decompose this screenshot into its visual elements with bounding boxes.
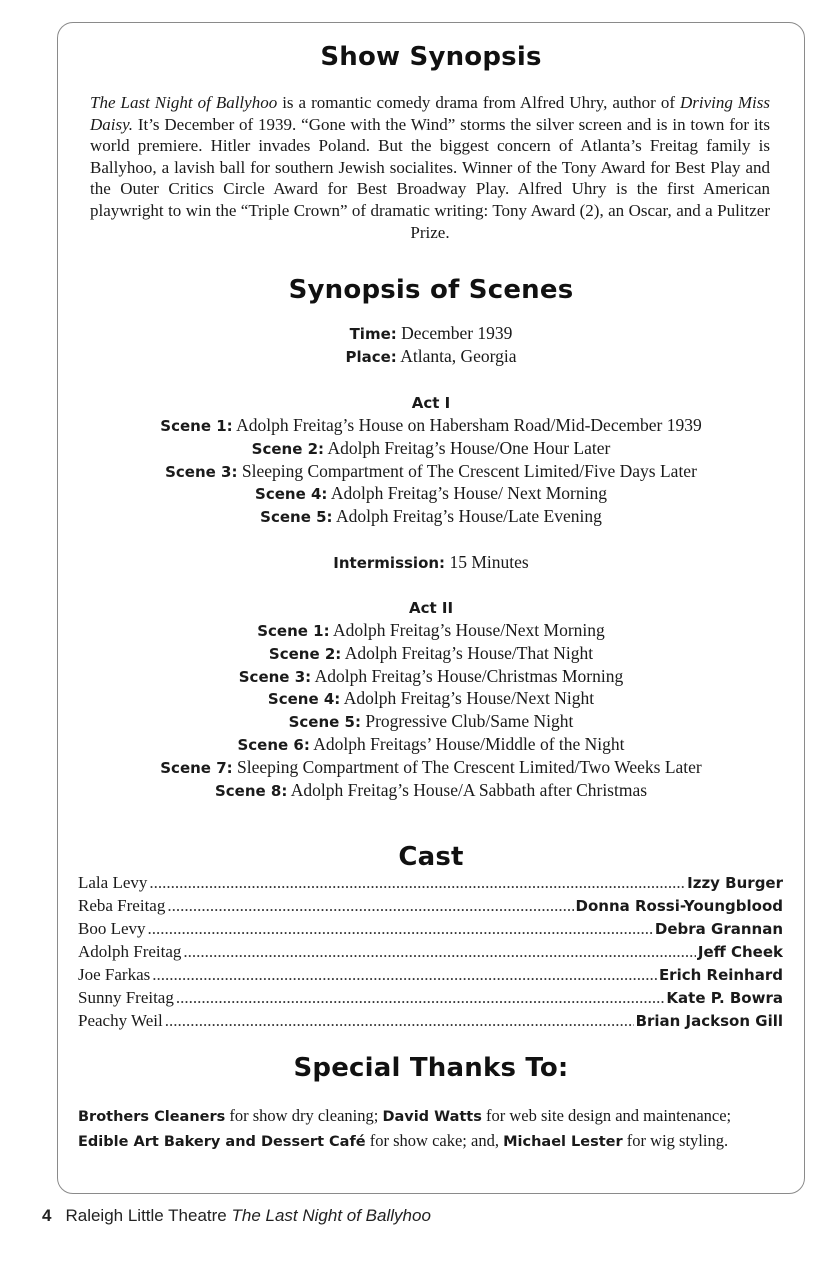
scene-line (57, 756, 805, 779)
scene-label: Scene 4: (255, 485, 328, 504)
scene-description: Sleeping Compartment of The Crescent Limited/Five Days Later (241, 460, 697, 481)
play-title: The Last Night of Ballyhoo (90, 93, 278, 112)
footer-play-title: The Last Night of Ballyhoo (231, 1206, 431, 1225)
synopsis-text-2: It’s December of 1939. “Gone with the Wind” storms the silver screen and is in town for its world premiere. Hitler invades Poland. But the biggest concern of Atlanta’s Freitag family is Ballyhoo, a lavish ball for southern Jewish socialites. Winner of the Tony Award for Best Play and the Outer Critics Circle Award for Best Broadway Play. Alfred Uhry is the first American playwright to win the “Triple Crown” of dramatic writing: Tony Award (2), an Oscar, and a Pulitzer Prize. (90, 114, 770, 242)
cast-row (78, 965, 783, 988)
scene-label: Scene 1: (257, 622, 330, 640)
cast-role: Peachy Weil (78, 1011, 163, 1030)
cast-actor: Kate P. Bowra (666, 989, 783, 1007)
cast-role: Sunny Freitag (78, 988, 174, 1007)
scene-description: Sleeping Compartment of The Crescent Limited/Two Weeks Later (237, 756, 702, 777)
theatre-name: Raleigh Little Theatre (65, 1206, 227, 1225)
scene-description: Adolph Freitag’s House/ Next Morning (330, 483, 607, 504)
dot-leader (152, 965, 657, 985)
act-two-scenes (57, 619, 805, 801)
thanks-paragraph (78, 1104, 783, 1154)
thanks-text-3: for show cake; and, (365, 1131, 504, 1150)
scene-line (57, 665, 805, 688)
cast-row (78, 1011, 783, 1034)
scene-description: Progressive Club/Same Night (365, 711, 574, 732)
cast-heading: Cast (398, 842, 464, 872)
scene-description: Adolph Freitag’s House/Next Morning (333, 620, 605, 640)
scene-line (57, 619, 805, 642)
thanks-name-4: Michael Lester (503, 1134, 623, 1150)
scene-label: Scene 3: (165, 462, 238, 481)
scene-description: Adolph Freitag’s House/That Night (344, 642, 594, 663)
scene-label: Scene 2: (268, 644, 342, 663)
scene-line (57, 687, 805, 710)
thanks-heading: Special Thanks To: (293, 1053, 569, 1083)
scene-label: Scene 1: (160, 417, 233, 435)
dot-leader (176, 988, 665, 1008)
cast-row (78, 942, 783, 965)
dot-leader (149, 873, 685, 893)
cast-row (78, 919, 783, 942)
scenes-heading: Synopsis of Scenes (288, 275, 574, 305)
scene-description: Adolph Freitag’s House/Next Night (343, 688, 595, 709)
thanks-text-1: for show dry cleaning; (225, 1106, 383, 1125)
dot-leader (167, 896, 573, 916)
intermission-block (57, 551, 805, 574)
scene-line (57, 642, 805, 665)
cast-role: Adolph Freitag (78, 942, 182, 961)
cast-actor: Jeff Cheek (697, 943, 783, 961)
intermission-label: Intermission: (333, 554, 446, 572)
cast-actor: Erich Reinhard (658, 966, 783, 984)
scene-description: Adolph Freitag’s House/A Sabbath after Christmas (290, 779, 648, 800)
cast-role: Boo Levy (78, 919, 146, 938)
scene-description: Adolph Freitag’s House on Habersham Road/Mid-December 1939 (236, 415, 702, 435)
page-footer (42, 1206, 431, 1226)
time-value: December 1939 (401, 323, 513, 343)
synopsis-heading: Show Synopsis (320, 42, 542, 72)
scene-line (57, 779, 805, 802)
dot-leader (165, 1011, 634, 1031)
thanks-text-2: for web site design and maintenance; (481, 1106, 732, 1125)
scene-label: Scene 4: (267, 690, 341, 709)
scene-line (57, 710, 805, 733)
page-number: 4 (42, 1206, 52, 1225)
scene-label: Scene 6: (237, 735, 310, 754)
scene-description: Adolph Freitag’s House/Christmas Morning (314, 665, 624, 686)
scene-line (57, 460, 805, 483)
scene-label: Scene 2: (251, 439, 325, 458)
dot-leader (183, 942, 695, 962)
cast-row (78, 896, 783, 919)
scene-description: Adolph Freitag’s House/One Hour Later (327, 437, 611, 458)
scene-line (57, 437, 805, 460)
thanks-name-2: David Watts (382, 1109, 482, 1125)
cast-actor: Brian Jackson Gill (635, 1012, 783, 1030)
author-work-title: Driving Miss Daisy. (90, 93, 771, 134)
place-value: Atlanta, Georgia (400, 345, 517, 366)
cast-row (78, 988, 783, 1011)
scene-label: Scene 5: (288, 713, 361, 732)
scene-label: Scene 3: (238, 667, 312, 686)
synopsis-paragraph (90, 92, 770, 243)
intermission-value: 15 Minutes (449, 552, 529, 572)
scene-line (57, 733, 805, 756)
place-label: Place: (345, 347, 397, 366)
time-label: Time: (349, 325, 397, 343)
cast-actor: Izzy Burger (687, 874, 783, 892)
cast-role: Joe Farkas (78, 965, 151, 984)
scene-description: Adolph Freitag’s House/Late Evening (335, 506, 602, 527)
intermission-line (57, 551, 805, 574)
scene-description: Adolph Freitags’ House/Middle of the Night (313, 733, 625, 754)
cast-row (78, 873, 783, 896)
scene-label: Scene 7: (160, 758, 233, 777)
cast-actor: Debra Grannan (654, 920, 783, 938)
dot-leader (148, 919, 653, 939)
cast-role: Reba Freitag (78, 896, 166, 915)
synopsis-text-1: is a romantic comedy drama from Alfred Uhry, author of (277, 93, 680, 112)
time-line (57, 322, 805, 345)
scene-label: Scene 8: (214, 781, 288, 800)
thanks-text-4: for wig styling. (622, 1131, 729, 1150)
time-place-block (57, 322, 805, 368)
thanks-name-3: Edible Art Bakery and Dessert Café (78, 1134, 366, 1150)
scene-line (57, 505, 805, 528)
scene-line (57, 482, 805, 505)
scene-line (57, 414, 805, 437)
act-one-scenes (57, 414, 805, 528)
cast-role: Lala Levy (78, 873, 148, 892)
act-two-title: Act II (408, 599, 454, 617)
place-line (57, 345, 805, 368)
act-one-block (57, 392, 805, 528)
act-two-block (57, 597, 805, 801)
act-one-title: Act I (411, 394, 451, 412)
thanks-name-1: Brothers Cleaners (78, 1109, 226, 1125)
scene-label: Scene 5: (260, 508, 333, 527)
cast-actor: Donna Rossi-Youngblood (575, 897, 783, 915)
